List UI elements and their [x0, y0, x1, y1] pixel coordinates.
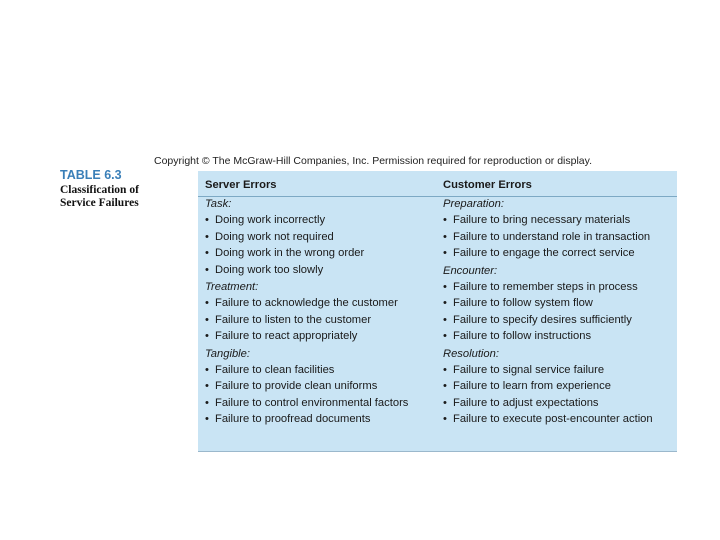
- list-item: [443, 411, 673, 427]
- bullet-icon: •: [443, 297, 447, 310]
- bullet-icon: •: [205, 247, 209, 260]
- list-item: [443, 312, 673, 328]
- list-item-text: Failure to react appropriately: [215, 330, 358, 343]
- bullet-icon: •: [205, 230, 209, 243]
- list-item-text: Failure to follow system flow: [453, 297, 593, 310]
- column-header: Server Errors: [205, 179, 277, 191]
- bullet-icon: •: [443, 230, 447, 243]
- list-item: [205, 295, 430, 311]
- bullet-icon: •: [443, 247, 447, 260]
- bullet-icon: •: [205, 396, 209, 409]
- list-item-text: Failure to proofread documents: [215, 413, 371, 426]
- list-item: [205, 378, 430, 394]
- list-item-text: Failure to signal service failure: [453, 364, 605, 377]
- list-item: [205, 212, 430, 228]
- list-item: [205, 312, 430, 328]
- table-caption: Classification of Service Failures: [60, 184, 139, 209]
- list-item-text: Failure to execute post-encounter action: [453, 413, 653, 426]
- list-item: [205, 262, 430, 278]
- list-item-text: Doing work too slowly: [215, 263, 324, 276]
- bullet-icon: •: [443, 281, 447, 294]
- customer-errors-column: [443, 177, 673, 428]
- bullet-icon: •: [443, 413, 447, 426]
- list-item: [205, 395, 430, 411]
- list-item-text: Doing work in the wrong order: [215, 247, 365, 260]
- bullet-icon: •: [205, 263, 209, 276]
- bullet-icon: •: [205, 313, 209, 326]
- list-item-text: Failure to control environmental factors: [215, 396, 409, 409]
- bullet-icon: •: [205, 380, 209, 393]
- section-title: Task:: [205, 198, 232, 210]
- list-item: [443, 328, 673, 344]
- list-item: [443, 395, 673, 411]
- list-item-text: Failure to remember steps in process: [453, 281, 638, 294]
- list-item-text: Failure to provide clean uniforms: [215, 380, 378, 393]
- list-item-text: Failure to follow instructions: [453, 330, 592, 343]
- table-panel: [198, 171, 677, 452]
- section-title: Encounter:: [443, 264, 498, 277]
- column-header: Customer Errors: [443, 179, 532, 191]
- server-errors-column: [205, 177, 430, 428]
- list-item: [443, 279, 673, 295]
- bullet-icon: •: [205, 413, 209, 426]
- list-item: [443, 295, 673, 311]
- list-item: [205, 328, 430, 344]
- list-item-text: Failure to clean facilities: [215, 364, 335, 377]
- bullet-icon: •: [443, 313, 447, 326]
- list-item: [205, 245, 430, 261]
- section-title: Treatment:: [205, 281, 259, 294]
- list-item: [443, 245, 673, 261]
- list-item-text: Failure to learn from experience: [453, 380, 611, 393]
- table-number: TABLE 6.3: [60, 168, 122, 182]
- section-title: Tangible:: [205, 347, 250, 360]
- bullet-icon: •: [443, 364, 447, 377]
- list-item-text: Doing work not required: [215, 230, 334, 243]
- list-item-text: Failure to specify desires sufficiently: [453, 313, 632, 326]
- bullet-icon: •: [443, 396, 447, 409]
- list-item-text: Doing work incorrectly: [215, 214, 326, 227]
- list-item-text: Failure to engage the correct service: [453, 247, 635, 260]
- list-item-text: Failure to bring necessary materials: [453, 214, 631, 227]
- bullet-icon: •: [443, 214, 447, 227]
- list-item: [443, 378, 673, 394]
- section-title: Resolution:: [443, 347, 499, 360]
- list-item: [205, 362, 430, 378]
- list-item-text: Failure to adjust expectations: [453, 396, 599, 409]
- list-item-text: Failure to acknowledge the customer: [215, 297, 398, 310]
- list-item: [443, 212, 673, 228]
- bullet-icon: •: [205, 364, 209, 377]
- list-item: [205, 411, 430, 427]
- bullet-icon: •: [205, 297, 209, 310]
- bullet-icon: •: [205, 330, 209, 343]
- bullet-icon: •: [205, 214, 209, 227]
- list-item: [205, 229, 430, 245]
- section-title: Preparation:: [443, 198, 504, 210]
- list-item: [443, 362, 673, 378]
- list-item-text: Failure to understand role in transaction: [453, 230, 651, 243]
- bullet-icon: •: [443, 380, 447, 393]
- list-item: [443, 229, 673, 245]
- list-item-text: Failure to listen to the customer: [215, 313, 372, 326]
- bullet-icon: •: [443, 330, 447, 343]
- copyright-notice: Copyright © The McGraw-Hill Companies, Inc. Permission required for reproduction or display.: [154, 155, 593, 167]
